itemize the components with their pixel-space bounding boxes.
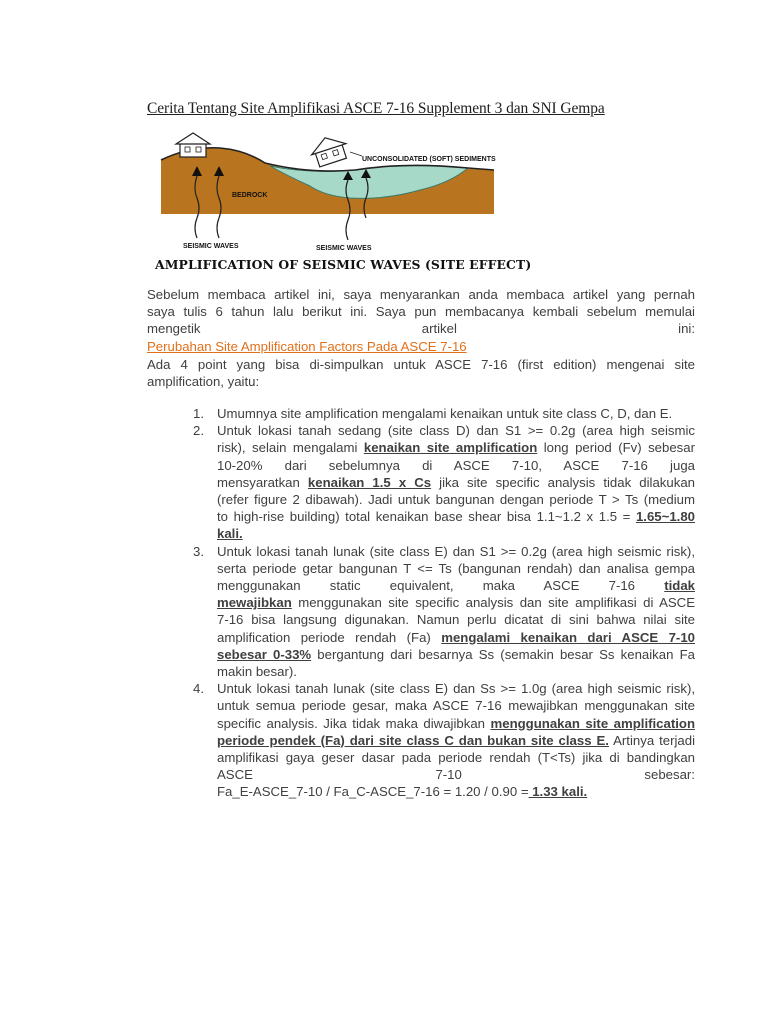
list-line: Umumnya site amplification mengalami kenaikan untuk site class C, D, dan E. (217, 406, 673, 421)
text-run: jika site specific analysis tidak dilakukan (431, 474, 695, 490)
emphasis-text: mewajibkan (217, 595, 292, 611)
emphasis-text: periode pendek (Fa) dari site class C dan bukan site class E. (217, 732, 609, 748)
intro-word: mengetik (147, 321, 201, 337)
list-line (217, 439, 695, 456)
figure-caption: AMPLIFICATION OF SEISMIC WAVES (SITE EFFECT) (155, 257, 532, 272)
intro-word: ini: (678, 321, 695, 337)
list-line: Untuk lokasi tanah lunak (site class E) dan Ss >= 1.0g (area high seismic risk), (217, 681, 695, 697)
list-item (187, 422, 695, 542)
list-line: Untuk lokasi tanah lunak (site class E) dan S1 >= 0.2g (area high seismic risk), (217, 543, 695, 559)
text-run: bergantung dari besarnya Ss (semakin besar Ss kenaikan Fa (311, 646, 695, 662)
list-line (217, 766, 695, 783)
summary-line: amplification, yaitu: (147, 374, 260, 390)
site-effect-figure (150, 128, 532, 278)
emphasis-text: menggunakan site amplification (490, 715, 695, 731)
list-word: 7-10 (435, 767, 462, 783)
list-item (187, 405, 695, 422)
list-number: 4. (193, 681, 204, 697)
text-run: menggunakan static equivalent, maka ASCE 7-16 (217, 578, 665, 594)
house-right-tilted (308, 132, 350, 168)
text-run: mensyaratkan (217, 474, 308, 490)
intro-word: artikel (421, 321, 457, 337)
intro-line: Sebelum membaca artikel ini, saya menyarankan anda membaca artikel yang pernah (147, 287, 695, 302)
seismic-waves-label-left: SEISMIC WAVES (183, 243, 239, 250)
emphasis-text: kali. (217, 526, 243, 542)
list-number: 1. (193, 406, 204, 421)
list-line: 10-20% dari sebelumnya di ASCE 7-10, ASCE 7-16 juga (217, 457, 695, 473)
emphasis-text: tidak (664, 578, 695, 594)
text-run: amplification periode rendah (Fa) (217, 629, 442, 645)
list-line: serta periode getar bangunan T <= Ts (bangunan rendah) dan analisa gempa (217, 560, 695, 576)
points-list (187, 405, 695, 801)
list-line (217, 646, 695, 663)
list-line (217, 594, 695, 611)
list-line (217, 732, 695, 749)
emphasis-text: mengalami kenaikan dari ASCE 7-10 (441, 629, 695, 645)
text-run: Fa_E-ASCE_7-10 / Fa_C-ASCE_7-16 = 1.20 / 0.90 = (217, 784, 529, 800)
list-line: (refer figure 2 dibawah). Jadi untuk bangunan dengan periode T > Ts (medium (217, 492, 695, 508)
list-line (217, 783, 695, 800)
house-left (176, 133, 210, 157)
bedrock-label: BEDROCK (232, 192, 268, 199)
summary-paragraph (147, 356, 695, 390)
text-run: Artinya terjadi (608, 732, 695, 748)
list-line: makin besar). (217, 664, 297, 680)
list-line (217, 474, 695, 491)
list-line: untuk semua periode gesar, maka ASCE 7-16 mewajibkan menggunakan site (217, 698, 695, 714)
list-line: amplifikasi gaya geser dasar pada periode rendah (T<Ts) jika di bandingkan (217, 750, 695, 766)
text-run: specific analysis. Jika tidak maka diwajibkan (217, 715, 491, 731)
page-title: Cerita Tentang Site Amplifikasi ASCE 7-16 Supplement 3 dan SNI Gempa (147, 100, 605, 117)
list-line (217, 629, 695, 646)
emphasis-text: 1.33 kali. (528, 784, 588, 800)
list-line (217, 508, 695, 525)
emphasis-text: 1.65~1.80 (635, 509, 695, 525)
emphasis-text: sebesar 0-33% (217, 646, 312, 662)
previous-article-link[interactable]: Perubahan Site Amplification Factors Pada ASCE 7-16 (147, 338, 467, 354)
emphasis-text: kenaikan 1.5 x Cs (307, 474, 432, 490)
text-run: menggunakan site specific analysis dan site amplifikasi di ASCE (291, 595, 695, 611)
list-number: 2. (193, 423, 204, 439)
summary-line: Ada 4 point yang bisa di-simpulkan untuk ASCE 7-16 (first edition) mengenai site (147, 357, 695, 372)
seismic-waves-label-right: SEISMIC WAVES (316, 245, 372, 252)
list-word: sebesar: (644, 767, 695, 783)
list-line: Untuk lokasi tanah sedang (site class D) dan S1 >= 0.2g (area high seismic (217, 423, 695, 439)
emphasis-text: kenaikan site amplification (363, 440, 538, 456)
intro-paragraph (147, 286, 695, 355)
site-effect-illustration (150, 128, 532, 278)
list-line: 7-16 bisa langsung digunakan. Namun perlu dicatat di sini bahwa nilai site (217, 612, 695, 628)
list-line (217, 577, 695, 594)
list-line (217, 715, 695, 732)
list-line (217, 525, 695, 542)
list-word: ASCE (217, 767, 253, 783)
text-run: risk), selain mengalami (217, 440, 364, 456)
list-number: 3. (193, 543, 204, 559)
sediment-label-leader (350, 152, 362, 156)
list-item (187, 543, 695, 681)
list-item (187, 680, 695, 800)
intro-line: saya tulis 6 tahun lalu berikut ini. Saya pun membacanya kembali sebelum memulai (147, 304, 695, 320)
text-run: long period (Fv) sebesar (537, 440, 695, 456)
sediment-label: UNCONSOLIDATED (SOFT) SEDIMENTS (362, 156, 496, 163)
intro-line (147, 320, 695, 337)
text-run: to high-rise building) total kenaikan base shear bisa 1.1~1.2 x 1.5 = (217, 509, 636, 525)
